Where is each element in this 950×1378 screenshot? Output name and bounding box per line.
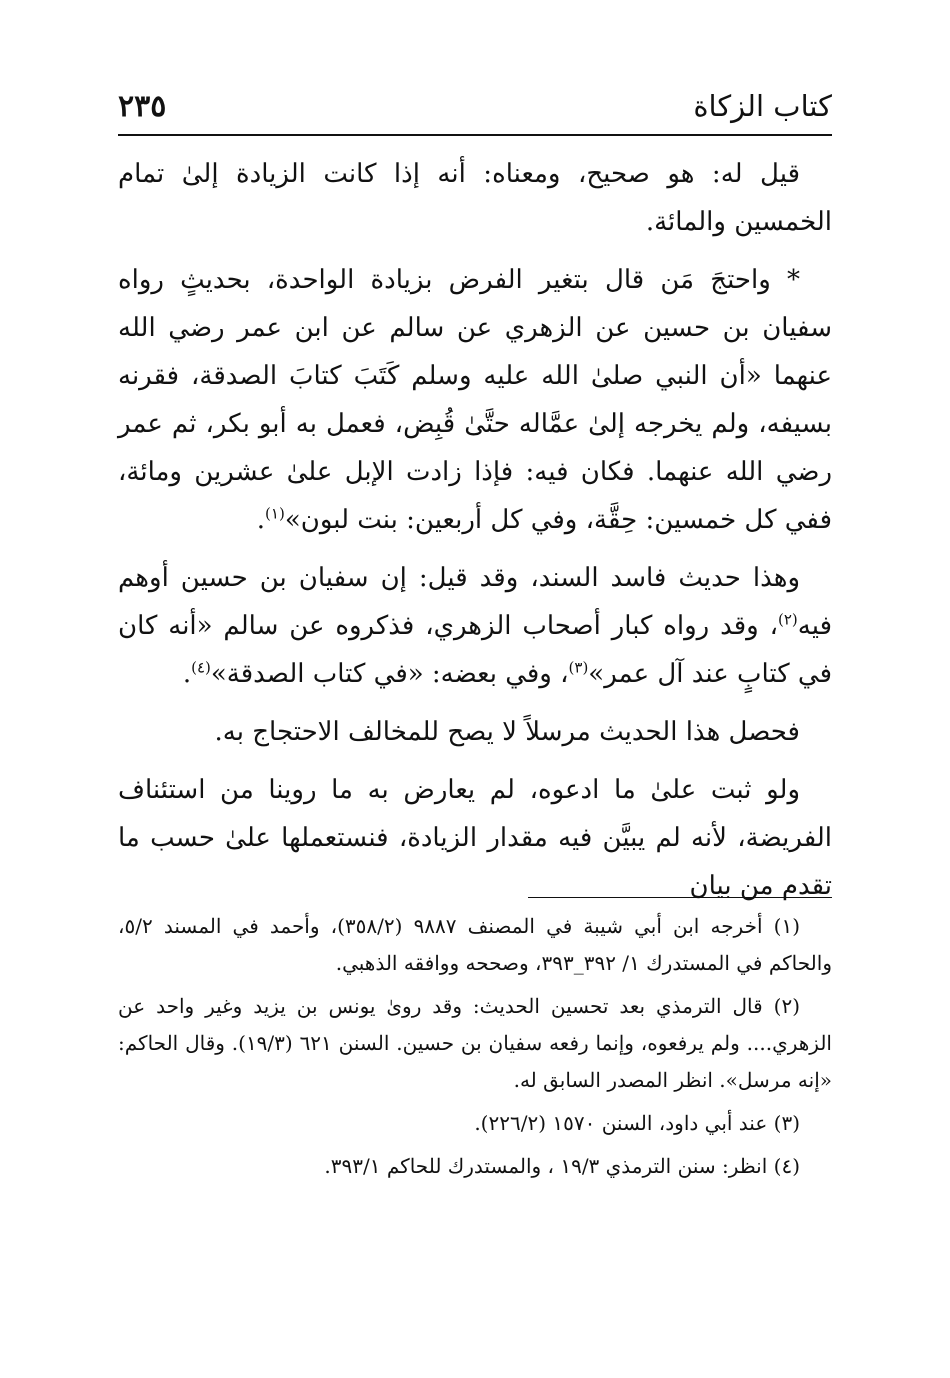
footnote-ref-2[interactable]: (٢) xyxy=(778,610,798,629)
footnote-3: (٣) عند أبي داود، السنن ١٥٧٠ (٢٢٦/٢). xyxy=(474,1111,800,1135)
paragraph-3-end: . xyxy=(182,659,192,689)
footnote-1: (١) أخرجه ابن أبي شيبة في المصنف ٩٨٨٧ (٣٥٨/٢)، وأحمد في المسند ٥/٢، والحاكم في المستدرك ١/ ٣٩٢_٣٩٣، وصححه ووافقه الذهبي. xyxy=(118,914,832,975)
footnote-separator xyxy=(528,897,832,898)
paragraph-2-text: * واحتجَ مَن قال بتغير الفرض بزيادة الواحدة، بحديثٍ رواه سفيان بن حسين عن الزهري عن سالم عن ابن عمر رضي الله عنهما «أن النبي صلىٰ الله عليه وسلم كَتَبَ كتابَ الصدقة، فقرنه بسيفه، ولم يخرجه إلىٰ عمَّاله حتَّىٰ قُبِض، فعمل به أبو بكر، ثم عمر رضي الله عنهما. فكان فيه: فإذا زادت الإبل علىٰ عشرين ومائة، ففي كل خمسين: حِقَّة، وفي كل أربعين: بنت لبون» xyxy=(118,265,832,535)
paragraph-3 xyxy=(118,554,832,698)
running-header xyxy=(118,78,832,136)
page-number: ٢٣٥ xyxy=(118,88,167,124)
footnotes xyxy=(118,908,832,1191)
paragraph-2-end: . xyxy=(256,505,266,535)
chapter-title: كتاب الزكاة xyxy=(693,89,832,123)
footnote-ref-1[interactable]: (١) xyxy=(265,504,285,523)
paragraph-1: قيل له: هو صحيح، ومعناه: أنه إذا كانت الزيادة إلىٰ تمام الخمسين والمائة. xyxy=(118,159,832,237)
main-text xyxy=(118,150,832,920)
paragraph-4: فحصل هذا الحديث مرسلاً لا يصح للمخالف الاحتجاج به. xyxy=(214,717,800,747)
paragraph-5: ولو ثبت علىٰ ما ادعوه، لم يعارض به ما روينا من استئناف الفريضة، لأنه لم يبيَّن فيه مقدار الزيادة، فنستعملها علىٰ حسب ما تقدم من بيان xyxy=(118,775,832,901)
paragraph-3-part-c: ، وفي بعضه: «في كتاب الصدقة» xyxy=(210,659,569,689)
paragraph-3-part-b: ، وقد رواه كبار أصحاب الزهري، فذكروه عن سالم «أنه كان في كتابٍ عند آل عمر» xyxy=(118,611,832,689)
footnote-4: (٤) انظر: سنن الترمذي ١٩/٣ ، والمستدرك للحاكم ٣٩٣/١. xyxy=(324,1154,800,1178)
footnote-ref-3[interactable]: (٣) xyxy=(568,658,589,677)
footnote-ref-4[interactable]: (٤) xyxy=(191,658,211,677)
paragraph-3-part-a: وهذا حديث فاسد السند، وقد قيل: إن سفيان بن حسين أوهم فيه xyxy=(118,563,832,641)
footnote-2: (٢) قال الترمذي بعد تحسين الحديث: وقد روىٰ يونس بن يزيد وغير واحد عن الزهري.... ولم يرفعوه، وإنما رفعه سفيان بن حسين. السنن ٦٢١ (١٩/٣). وقال الحاكم: «إنه مرسل». انظر المصدر السابق له. xyxy=(118,994,832,1092)
paragraph-2 xyxy=(118,256,832,544)
